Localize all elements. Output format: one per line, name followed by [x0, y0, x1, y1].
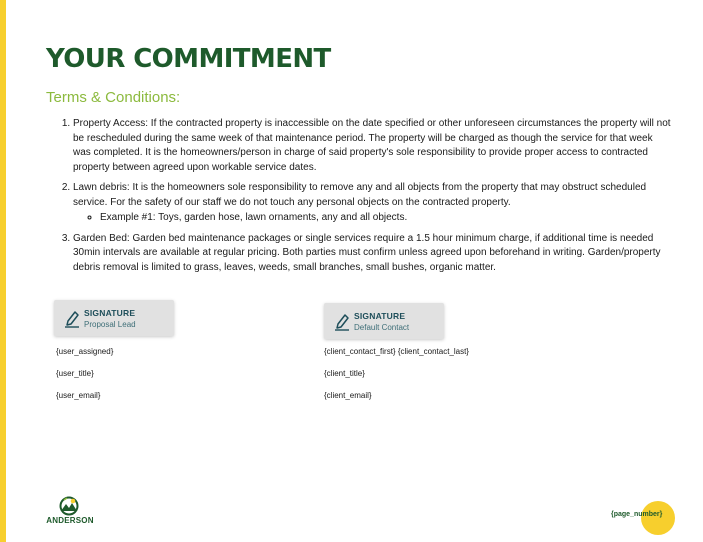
- term-text: Garden Bed: Garden bed maintenance packages or single services require a 1.5 hour minimum charge, if additional time is needed 30min intervals are available at regular pricing. Both parties must confirm unless agreed upon beforehand in writing. Garden/property debris removal is limited to grass, leaves, weeds, small branches, small bushes, organic matter.: [73, 232, 661, 273]
- term-text: Property Access: If the contracted property is inaccessible on the date specified or other unforeseen circumstances the property will not be rescheduled during the same week of that maintenance period. The property will be charged as though the service for that week was completed. It is the homeowners/person in charge of said property's sole responsibility to provide proper access to contracted property between agreed upon workable service dates.: [73, 118, 671, 173]
- signature-role: Proposal Lead: [84, 320, 136, 329]
- user-assigned-field: {user_assigned}: [56, 347, 114, 356]
- term-item-property-access: [73, 117, 673, 175]
- signature-button-proposal-lead[interactable]: [54, 300, 174, 336]
- user-email-field: {user_email}: [56, 391, 101, 400]
- term-text: Lawn debris: It is the homeowners sole responsibility to remove any and all objects from the property that may obstruct scheduled service. For the safety of our staff we do not touch any personal objects on the contracted property.: [73, 182, 647, 208]
- terms-heading: Terms & Conditions:: [46, 89, 181, 106]
- pen-icon: [333, 311, 351, 331]
- mountain-logo-icon: [57, 496, 81, 516]
- signature-button-default-contact[interactable]: [324, 303, 444, 339]
- page-number: {page_number}: [611, 511, 663, 518]
- pen-icon: [63, 308, 81, 328]
- term-item-lawn-debris: [73, 181, 673, 226]
- client-contact-name-field: {client_contact_first} {client_contact_last}: [324, 347, 469, 356]
- client-title-field: {client_title}: [324, 369, 365, 378]
- signature-label: SIGNATURE: [84, 308, 136, 318]
- accent-bar: [0, 0, 6, 542]
- signature-role: Default Contact: [354, 323, 410, 332]
- signature-label: SIGNATURE: [354, 311, 406, 321]
- page-number-badge: [641, 501, 675, 535]
- anderson-logo: [44, 496, 96, 530]
- page-title: YOUR COMMITMENT: [46, 44, 331, 74]
- client-email-field: {client_email}: [324, 391, 372, 400]
- term-item-garden-bed: [73, 232, 673, 276]
- terms-list: [54, 117, 673, 281]
- term-example: ◦ Example #1: Toys, garden hose, lawn ornaments, any and all objects.: [100, 211, 673, 226]
- term-sublist: [73, 211, 673, 226]
- logo-wordmark: ANDERSON: [46, 516, 94, 525]
- user-title-field: {user_title}: [56, 369, 94, 378]
